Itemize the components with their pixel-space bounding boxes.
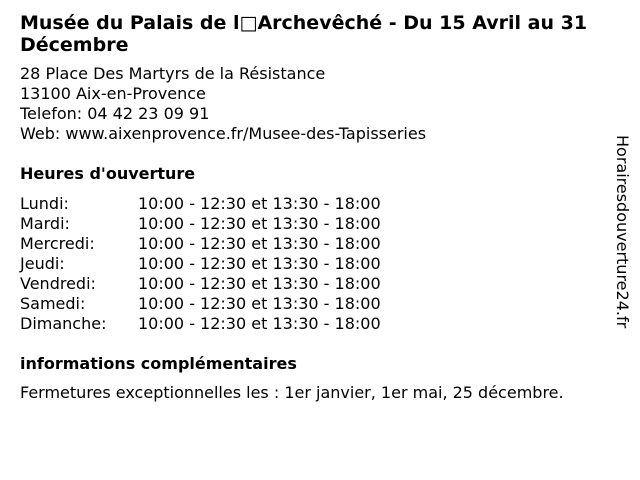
time-range: 10:00 - 12:30 et 13:30 - 18:00 [138,234,381,253]
website: Web: www.aixenprovence.fr/Musee-des-Tapisseries [20,124,427,143]
time-range: 10:00 - 12:30 et 13:30 - 18:00 [138,254,381,273]
time-range: 10:00 - 12:30 et 13:30 - 18:00 [138,294,381,313]
address-city: 13100 Aix-en-Provence [20,84,206,103]
page-title: Musée du Palais de l□Archevêché - Du 15 Avril au 31 Décembre [20,12,588,56]
additional-info-text: Fermetures exceptionnelles les : 1er janvier, 1er mai, 25 décembre. [20,383,564,402]
time-range: 10:00 - 12:30 et 13:30 - 18:00 [138,194,381,213]
phone-number: Telefon: 04 42 23 09 91 [20,104,210,123]
watermark-text: Horairesdouverture24.fr [613,135,632,329]
time-range: 10:00 - 12:30 et 13:30 - 18:00 [138,214,381,233]
day-label: Samedi: [20,294,86,313]
time-range: 10:00 - 12:30 et 13:30 - 18:00 [138,274,381,293]
opening-hours-heading: Heures d'ouverture [20,164,196,183]
additional-info-heading: informations complémentaires [20,354,297,373]
address-block [20,64,426,144]
address-street: 28 Place Des Martyrs de la Résistance [20,64,326,83]
day-label: Mardi: [20,214,70,233]
day-label: Lundi: [20,194,69,213]
day-label: Jeudi: [20,254,65,273]
time-range: 10:00 - 12:30 et 13:30 - 18:00 [138,314,381,333]
day-label: Vendredi: [20,274,96,293]
day-label: Mercredi: [20,234,95,253]
day-label: Dimanche: [20,314,107,333]
